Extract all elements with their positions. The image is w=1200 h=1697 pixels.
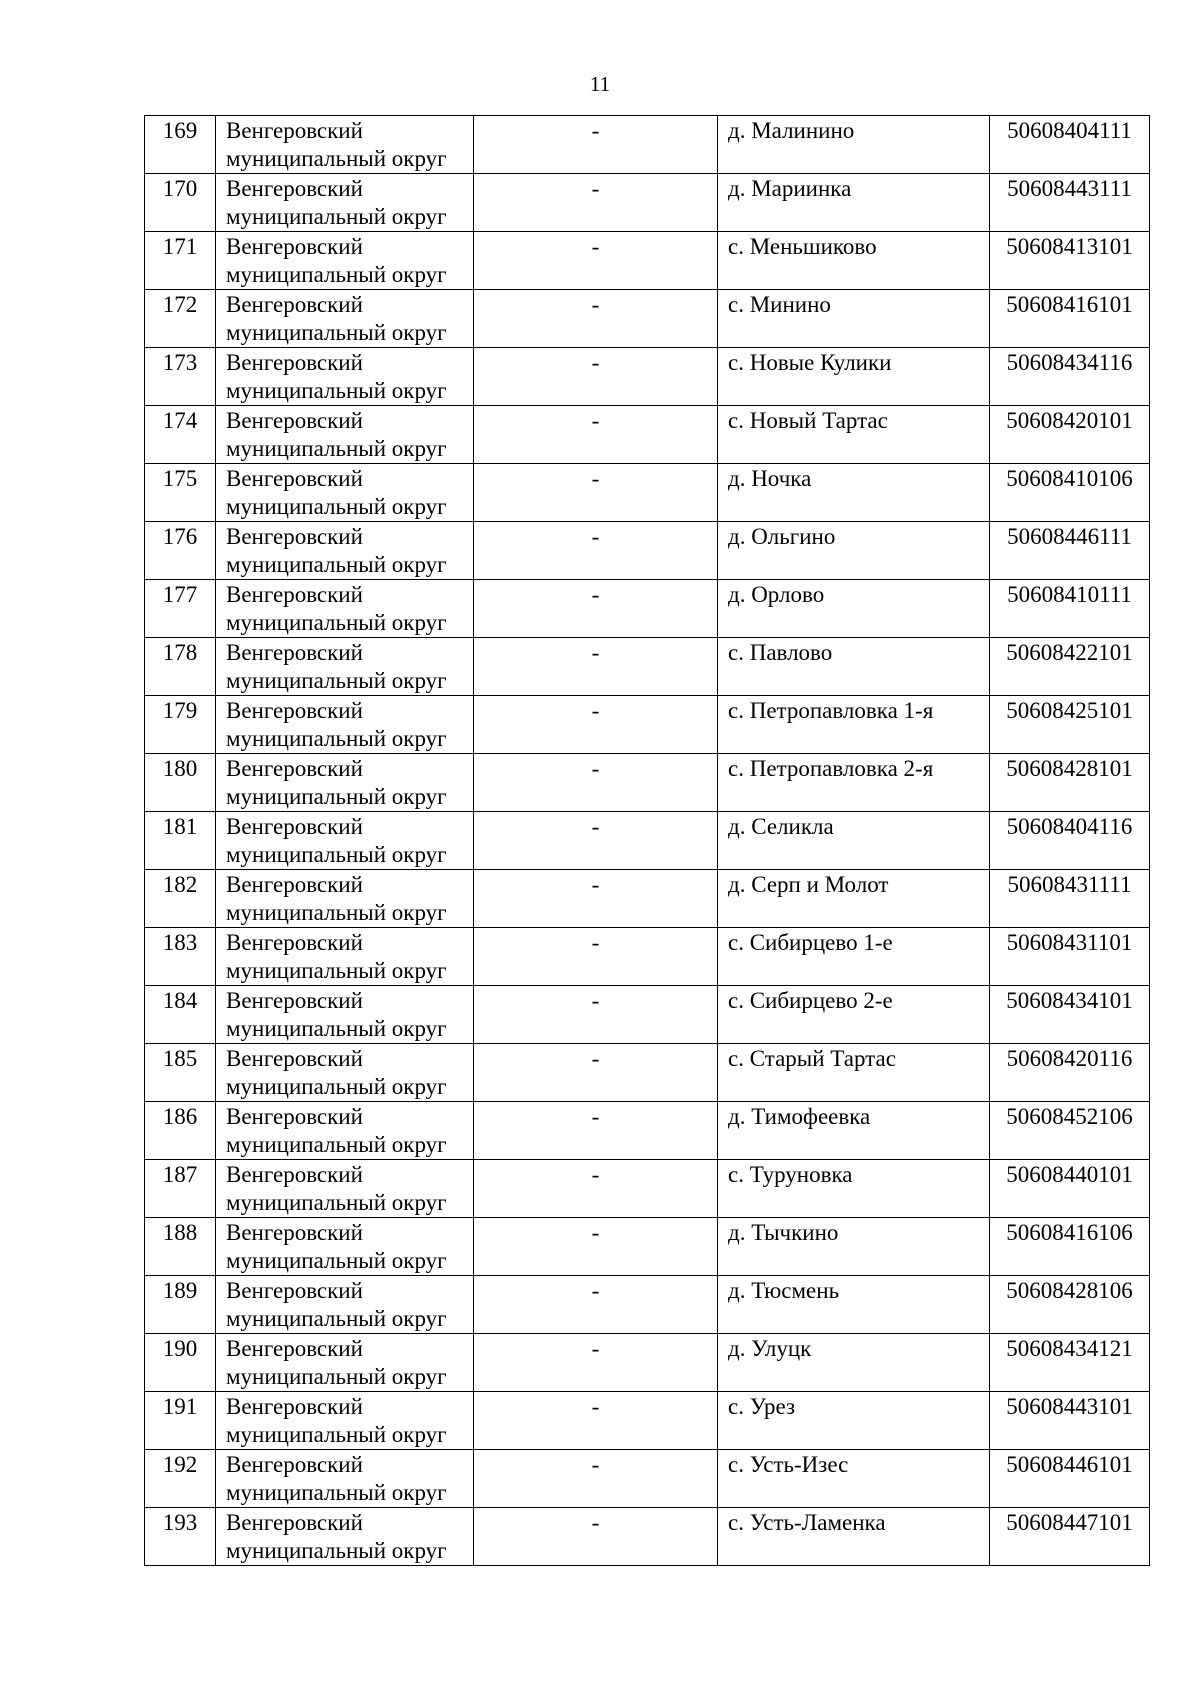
municipality-cell — [216, 1218, 474, 1276]
oktmo-code-cell: 50608446111 — [990, 522, 1150, 580]
row-number-cell: 172 — [145, 290, 216, 348]
row-number-cell: 169 — [145, 116, 216, 174]
municipality-type: муниципальный округ — [226, 958, 447, 983]
locality-cell: д. Мариинка — [718, 174, 990, 232]
row-number-cell: 175 — [145, 464, 216, 522]
settlement-cell: - — [474, 232, 718, 290]
municipality-cell — [216, 1044, 474, 1102]
municipality-cell — [216, 1276, 474, 1334]
settlements-table — [144, 115, 1150, 1566]
municipality-type: муниципальный округ — [226, 262, 447, 287]
municipality-cell — [216, 1508, 474, 1566]
municipality-type: муниципальный округ — [226, 378, 447, 403]
municipality-name: Венгеровский — [226, 582, 363, 607]
municipality-cell — [216, 290, 474, 348]
municipality-type: муниципальный округ — [226, 1422, 447, 1447]
locality-cell: с. Павлово — [718, 638, 990, 696]
table-row — [145, 754, 1150, 812]
row-number-cell: 178 — [145, 638, 216, 696]
municipality-name: Венгеровский — [226, 524, 363, 549]
municipality-name: Венгеровский — [226, 176, 363, 201]
oktmo-code-cell: 50608420101 — [990, 406, 1150, 464]
locality-cell: с. Новые Кулики — [718, 348, 990, 406]
settlement-cell: - — [474, 696, 718, 754]
municipality-type: муниципальный округ — [226, 146, 447, 171]
locality-cell: д. Тюсмень — [718, 1276, 990, 1334]
table-row — [145, 116, 1150, 174]
oktmo-code-cell: 50608434116 — [990, 348, 1150, 406]
oktmo-code-cell: 50608431111 — [990, 870, 1150, 928]
oktmo-code-cell: 50608434121 — [990, 1334, 1150, 1392]
municipality-cell — [216, 174, 474, 232]
municipality-type: муниципальный округ — [226, 1364, 447, 1389]
settlement-cell: - — [474, 1508, 718, 1566]
table-row — [145, 290, 1150, 348]
settlement-cell: - — [474, 1102, 718, 1160]
municipality-type: муниципальный округ — [226, 1074, 447, 1099]
settlement-cell: - — [474, 1276, 718, 1334]
row-number-cell: 170 — [145, 174, 216, 232]
oktmo-code-cell: 50608452106 — [990, 1102, 1150, 1160]
oktmo-code-cell: 50608420116 — [990, 1044, 1150, 1102]
locality-cell: с. Усть-Изес — [718, 1450, 990, 1508]
locality-cell: с. Минино — [718, 290, 990, 348]
locality-cell: д. Серп и Молот — [718, 870, 990, 928]
settlement-cell: - — [474, 406, 718, 464]
municipality-name: Венгеровский — [226, 1510, 363, 1535]
municipality-cell — [216, 638, 474, 696]
oktmo-code-cell: 50608443111 — [990, 174, 1150, 232]
municipality-name: Венгеровский — [226, 1394, 363, 1419]
settlement-cell: - — [474, 754, 718, 812]
table-row — [145, 232, 1150, 290]
municipality-cell — [216, 1102, 474, 1160]
municipality-name: Венгеровский — [226, 1220, 363, 1245]
settlement-cell: - — [474, 174, 718, 232]
municipality-name: Венгеровский — [226, 1336, 363, 1361]
locality-cell: с. Новый Тартас — [718, 406, 990, 464]
row-number-cell: 185 — [145, 1044, 216, 1102]
municipality-name: Венгеровский — [226, 466, 363, 491]
settlement-cell: - — [474, 348, 718, 406]
locality-cell: с. Петропавловка 2-я — [718, 754, 990, 812]
locality-cell: с. Петропавловка 1-я — [718, 696, 990, 754]
table-row — [145, 522, 1150, 580]
oktmo-code-cell: 50608431101 — [990, 928, 1150, 986]
municipality-name: Венгеровский — [226, 1104, 363, 1129]
municipality-name: Венгеровский — [226, 118, 363, 143]
municipality-name: Венгеровский — [226, 698, 363, 723]
municipality-cell — [216, 928, 474, 986]
row-number-cell: 183 — [145, 928, 216, 986]
municipality-name: Венгеровский — [226, 930, 363, 955]
municipality-cell — [216, 1392, 474, 1450]
oktmo-code-cell: 50608440101 — [990, 1160, 1150, 1218]
municipality-cell — [216, 522, 474, 580]
oktmo-code-cell: 50608446101 — [990, 1450, 1150, 1508]
municipality-type: муниципальный округ — [226, 1538, 447, 1563]
settlement-cell: - — [474, 1160, 718, 1218]
municipality-cell — [216, 232, 474, 290]
settlement-cell: - — [474, 1044, 718, 1102]
row-number-cell: 188 — [145, 1218, 216, 1276]
locality-cell: с. Меньшиково — [718, 232, 990, 290]
municipality-type: муниципальный округ — [226, 1132, 447, 1157]
row-number-cell: 171 — [145, 232, 216, 290]
settlement-cell: - — [474, 812, 718, 870]
municipality-name: Венгеровский — [226, 1278, 363, 1303]
settlement-cell: - — [474, 870, 718, 928]
table-row — [145, 1160, 1150, 1218]
municipality-type: муниципальный округ — [226, 726, 447, 751]
table-row — [145, 1334, 1150, 1392]
locality-cell: с. Старый Тартас — [718, 1044, 990, 1102]
settlement-cell: - — [474, 1218, 718, 1276]
municipality-cell — [216, 986, 474, 1044]
row-number-cell: 173 — [145, 348, 216, 406]
settlement-cell: - — [474, 580, 718, 638]
oktmo-code-cell: 50608416106 — [990, 1218, 1150, 1276]
municipality-type: муниципальный округ — [226, 552, 447, 577]
municipality-type: муниципальный округ — [226, 1306, 447, 1331]
locality-cell: с. Сибирцево 2-е — [718, 986, 990, 1044]
settlement-cell: - — [474, 638, 718, 696]
municipality-cell — [216, 348, 474, 406]
municipality-name: Венгеровский — [226, 234, 363, 259]
municipality-cell — [216, 1450, 474, 1508]
municipality-cell — [216, 116, 474, 174]
locality-cell: д. Улуцк — [718, 1334, 990, 1392]
table-row — [145, 1276, 1150, 1334]
municipality-name: Венгеровский — [226, 1162, 363, 1187]
table-row — [145, 1392, 1150, 1450]
municipality-cell — [216, 1160, 474, 1218]
municipality-name: Венгеровский — [226, 350, 363, 375]
settlement-cell: - — [474, 986, 718, 1044]
settlement-cell: - — [474, 1334, 718, 1392]
municipality-cell — [216, 754, 474, 812]
table-row — [145, 986, 1150, 1044]
table-row — [145, 1044, 1150, 1102]
oktmo-code-cell: 50608425101 — [990, 696, 1150, 754]
municipality-name: Венгеровский — [226, 640, 363, 665]
row-number-cell: 186 — [145, 1102, 216, 1160]
locality-cell: д. Ольгино — [718, 522, 990, 580]
settlement-cell: - — [474, 464, 718, 522]
row-number-cell: 174 — [145, 406, 216, 464]
oktmo-code-cell: 50608413101 — [990, 232, 1150, 290]
row-number-cell: 179 — [145, 696, 216, 754]
table-row — [145, 870, 1150, 928]
locality-cell: с. Усть-Ламенка — [718, 1508, 990, 1566]
row-number-cell: 192 — [145, 1450, 216, 1508]
table-row — [145, 696, 1150, 754]
row-number-cell: 181 — [145, 812, 216, 870]
row-number-cell: 191 — [145, 1392, 216, 1450]
municipality-name: Венгеровский — [226, 1046, 363, 1071]
oktmo-code-cell: 50608443101 — [990, 1392, 1150, 1450]
locality-cell: д. Ночка — [718, 464, 990, 522]
municipality-cell — [216, 870, 474, 928]
row-number-cell: 190 — [145, 1334, 216, 1392]
settlement-cell: - — [474, 116, 718, 174]
table-body — [145, 116, 1150, 1566]
table-row — [145, 928, 1150, 986]
municipality-name: Венгеровский — [226, 814, 363, 839]
municipality-name: Венгеровский — [226, 408, 363, 433]
municipality-cell — [216, 406, 474, 464]
municipality-type: муниципальный округ — [226, 320, 447, 345]
municipality-cell — [216, 812, 474, 870]
oktmo-code-cell: 50608404116 — [990, 812, 1150, 870]
table-row — [145, 1102, 1150, 1160]
table-row — [145, 638, 1150, 696]
municipality-cell — [216, 696, 474, 754]
oktmo-code-cell: 50608416101 — [990, 290, 1150, 348]
municipality-type: муниципальный округ — [226, 1016, 447, 1041]
table-row — [145, 1218, 1150, 1276]
locality-cell: д. Селикла — [718, 812, 990, 870]
page-number: 11 — [589, 72, 611, 96]
table-row — [145, 464, 1150, 522]
municipality-type: муниципальный округ — [226, 900, 447, 925]
oktmo-code-cell: 50608428106 — [990, 1276, 1150, 1334]
row-number-cell: 176 — [145, 522, 216, 580]
municipality-name: Венгеровский — [226, 872, 363, 897]
table-row — [145, 1450, 1150, 1508]
municipality-type: муниципальный округ — [226, 1190, 447, 1215]
table-row — [145, 812, 1150, 870]
municipality-name: Венгеровский — [226, 988, 363, 1013]
settlement-cell: - — [474, 290, 718, 348]
locality-cell: д. Тычкино — [718, 1218, 990, 1276]
oktmo-code-cell: 50608410106 — [990, 464, 1150, 522]
row-number-cell: 177 — [145, 580, 216, 638]
municipality-type: муниципальный округ — [226, 668, 447, 693]
table-row — [145, 1508, 1150, 1566]
row-number-cell: 187 — [145, 1160, 216, 1218]
locality-cell: с. Урез — [718, 1392, 990, 1450]
locality-cell: с. Сибирцево 1-е — [718, 928, 990, 986]
municipality-cell — [216, 1334, 474, 1392]
locality-cell: д. Орлово — [718, 580, 990, 638]
row-number-cell: 189 — [145, 1276, 216, 1334]
municipality-name: Венгеровский — [226, 756, 363, 781]
municipality-type: муниципальный округ — [226, 436, 447, 461]
oktmo-code-cell: 50608422101 — [990, 638, 1150, 696]
municipality-cell — [216, 464, 474, 522]
settlement-cell: - — [474, 522, 718, 580]
municipality-type: муниципальный округ — [226, 1248, 447, 1273]
municipality-name: Венгеровский — [226, 292, 363, 317]
table-row — [145, 174, 1150, 232]
oktmo-code-cell: 50608404111 — [990, 116, 1150, 174]
row-number-cell: 193 — [145, 1508, 216, 1566]
locality-cell: д. Тимофеевка — [718, 1102, 990, 1160]
municipality-type: муниципальный округ — [226, 204, 447, 229]
municipality-type: муниципальный округ — [226, 842, 447, 867]
locality-cell: с. Туруновка — [718, 1160, 990, 1218]
settlement-cell: - — [474, 1450, 718, 1508]
oktmo-code-cell: 50608447101 — [990, 1508, 1150, 1566]
municipality-type: муниципальный округ — [226, 610, 447, 635]
municipality-cell — [216, 580, 474, 638]
row-number-cell: 180 — [145, 754, 216, 812]
oktmo-code-cell: 50608428101 — [990, 754, 1150, 812]
settlement-cell: - — [474, 1392, 718, 1450]
table-row — [145, 580, 1150, 638]
municipality-type: муниципальный округ — [226, 784, 447, 809]
row-number-cell: 184 — [145, 986, 216, 1044]
municipality-type: муниципальный округ — [226, 1480, 447, 1505]
row-number-cell: 182 — [145, 870, 216, 928]
oktmo-code-cell: 50608434101 — [990, 986, 1150, 1044]
settlement-cell: - — [474, 928, 718, 986]
oktmo-code-cell: 50608410111 — [990, 580, 1150, 638]
table-row — [145, 406, 1150, 464]
table-row — [145, 348, 1150, 406]
municipality-name: Венгеровский — [226, 1452, 363, 1477]
municipality-type: муниципальный округ — [226, 494, 447, 519]
locality-cell: д. Малинино — [718, 116, 990, 174]
